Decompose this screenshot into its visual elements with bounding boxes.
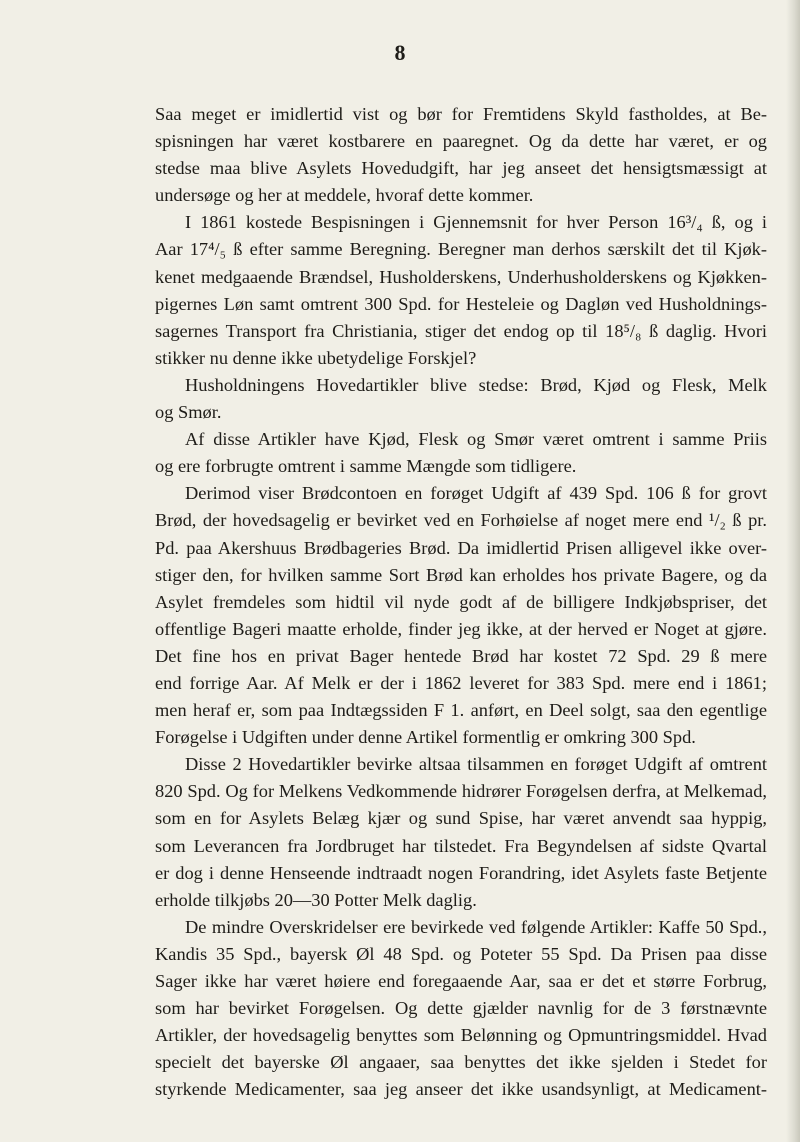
text-line: pigernes Løn samt omtrent 300 Spd. for Hesteleie og Dagløn ved Husholdnings-: [155, 293, 767, 314]
text-line: kenet medgaaende Brændsel, Husholderskens, Underhusholderskens og Kjøkken-: [155, 266, 767, 287]
text-line: Aar 17⁴/₅ ß efter samme Beregning. Beregner man derhos særskilt det til Kjøk-: [155, 239, 767, 260]
paragraph: [155, 426, 767, 480]
text-line: end forrige Aar. Af Melk er der i 1862 leveret for 383 Spd. mere end i 1861;: [155, 672, 767, 693]
paragraph: [155, 101, 767, 209]
text-line: som en for Asylets Belæg kjær og sund Spise, har været anvendt saa hyppig,: [155, 808, 767, 829]
text-line: Pd. paa Akershuus Brødbageries Brød. Da imidlertid Prisen alligevel ikke over-: [155, 537, 767, 558]
text-line: Det fine hos en privat Bager hentede Brød har kostet 72 Spd. 29 ß mere: [155, 645, 767, 666]
text-line: Disse 2 Hovedartikler bevirke altsaa tilsammen en forøget Udgift af omtrent: [185, 754, 767, 775]
paragraph: [155, 751, 767, 914]
text-line: Husholdningens Hovedartikler blive stedse: Brød, Kjød og Flesk, Melk: [185, 374, 767, 395]
text-line: specielt det bayerske Øl angaaer, saa benyttes det ikke sjelden i Stedet for: [155, 1052, 767, 1073]
text-line: stikker nu denne ikke ubetydelige Forskjel?: [155, 347, 477, 368]
text-line: stiger den, for hvilken samme Sort Brød kan erholdes hos private Bagere, og da: [155, 564, 767, 585]
text-line: og Smør.: [155, 402, 222, 423]
paragraph: [155, 914, 767, 1104]
text-line: Saa meget er imidlertid vist og bør for Fremtidens Skyld fastholdes, at Be-: [155, 104, 767, 124]
text-line: spisningen har været kostbarere en paaregnet. Og da dette har været, er og: [155, 131, 767, 152]
text-line: og ere forbrugte omtrent i samme Mængde som tidligere.: [155, 456, 577, 477]
text-line: Brød, der hovedsagelig er bevirket ved en Forhøielse af noget mere end ¹/₂ ß pr.: [155, 510, 767, 531]
text-line: Forøgelse i Udgiften under denne Artikel formentlig er omkring 300 Spd.: [155, 727, 696, 748]
paragraph: [155, 209, 767, 372]
text-line: sagernes Transport fra Christiania, stiger det endog op til 18⁵/₈ ß daglig. Hvori: [155, 320, 767, 341]
text-line: undersøge og her at meddele, hvoraf dette kommer.: [155, 185, 534, 206]
text-line: offentlige Bageri maatte erholde, finder jeg ikke, at der herved er Noget at gjøre.: [155, 618, 767, 639]
text-line: men heraf er, som paa Indtægssiden F 1. anført, en Deel solgt, saa den egentlige: [155, 700, 767, 721]
text-line: som Leverancen fra Jordbruget har tilstedet. Fra Begyndelsen af sidste Qvartal: [155, 835, 767, 856]
text-line: I 1861 kostede Bespisningen i Gjennemsnit for hver Person 16³/₄ ß, og i: [185, 212, 767, 233]
text-line: som har bevirket Forøgelsen. Og dette gjælder navnlig for de 3 førstnævnte: [155, 998, 767, 1019]
text-line: styrkende Medicamenter, saa jeg anseer det ikke usandsynligt, at Medicament-: [155, 1079, 767, 1100]
body-text: [155, 101, 767, 1103]
text-line: Sager ikke har været høiere end foregaaende Aar, saa er det et større Forbrug,: [155, 971, 767, 991]
text-line: Artikler, der hovedsagelig benyttes som Belønning og Opmuntringsmiddel. Hvad: [155, 1025, 767, 1046]
text-line: erholde tilkjøbs 20—30 Potter Melk daglig.: [155, 889, 477, 910]
text-line: 820 Spd. Og for Melkens Vedkommende hidrører Forøgelsen derfra, at Melkemad,: [155, 781, 767, 802]
text-line: Kandis 35 Spd., bayersk Øl 48 Spd. og Poteter 55 Spd. Da Prisen paa disse: [155, 943, 767, 964]
text-line: stedse maa blive Asylets Hovedudgift, har jeg anseet det hensigtsmæssigt at: [155, 158, 767, 179]
paragraph: [155, 480, 767, 751]
text-line: De mindre Overskridelser ere bevirkede ved følgende Artikler: Kaffe 50 Spd.,: [185, 916, 767, 937]
page-number: 8: [394, 40, 406, 65]
text-line: er dog i denne Henseende indtraadt nogen Forandring, idet Asylets faste Betjente: [155, 862, 767, 883]
page-edge-shadow: [786, 0, 800, 1142]
text-line: Asylet fremdeles som hidtil vil nyde godt af de billigere Indkjøbspriser, det: [155, 591, 767, 612]
text-line: Af disse Artikler have Kjød, Flesk og Smør været omtrent i samme Priis: [185, 429, 767, 450]
paragraph: [155, 372, 767, 426]
text-line: Derimod viser Brødcontoen en forøget Udgift af 439 Spd. 106 ß for grovt: [185, 483, 767, 504]
